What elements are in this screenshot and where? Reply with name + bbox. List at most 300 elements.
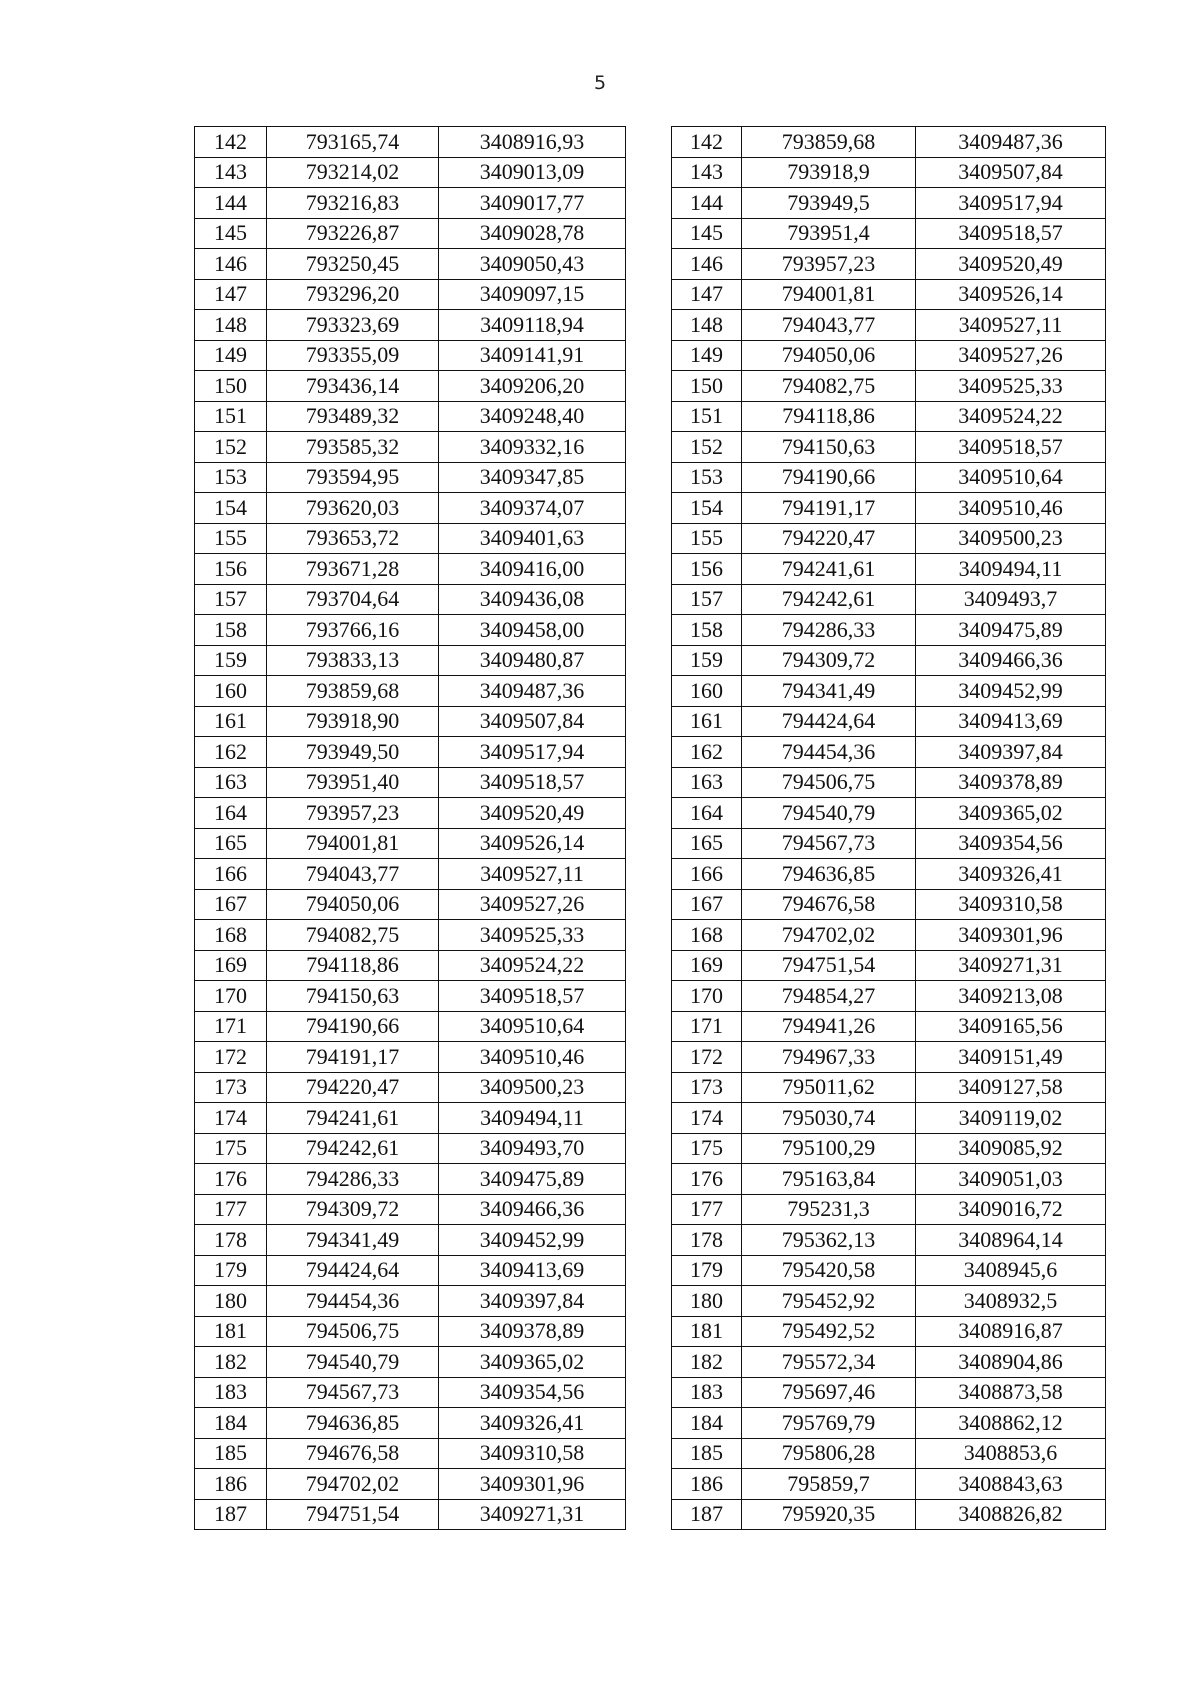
table-row [195, 554, 626, 585]
y-coordinate-cell: 3409213,08 [916, 981, 1106, 1012]
x-coordinate-cell: 793957,23 [742, 249, 916, 280]
point-number-cell: 161 [195, 706, 267, 737]
point-number-cell: 176 [195, 1164, 267, 1195]
table-row [195, 1225, 626, 1256]
y-coordinate-cell: 3409332,16 [439, 432, 626, 463]
point-number-cell: 157 [672, 584, 742, 615]
y-coordinate-cell: 3409510,64 [916, 462, 1106, 493]
table-row [672, 340, 1106, 371]
x-coordinate-cell: 794118,86 [742, 401, 916, 432]
y-coordinate-cell: 3409452,99 [439, 1225, 626, 1256]
x-coordinate-cell: 794001,81 [267, 828, 439, 859]
table-row [672, 584, 1106, 615]
table-row [195, 706, 626, 737]
point-number-cell: 183 [672, 1377, 742, 1408]
table-row [672, 767, 1106, 798]
y-coordinate-cell: 3409527,26 [916, 340, 1106, 371]
x-coordinate-cell: 794001,81 [742, 279, 916, 310]
table-row [672, 127, 1106, 158]
point-number-cell: 170 [195, 981, 267, 1012]
table-row [672, 249, 1106, 280]
table-row [672, 310, 1106, 341]
table-row [195, 1377, 626, 1408]
point-number-cell: 143 [195, 157, 267, 188]
table-row [672, 1255, 1106, 1286]
y-coordinate-cell: 3409301,96 [916, 920, 1106, 951]
point-number-cell: 168 [195, 920, 267, 951]
point-number-cell: 152 [672, 432, 742, 463]
point-number-cell: 181 [672, 1316, 742, 1347]
y-coordinate-cell: 3408932,5 [916, 1286, 1106, 1317]
y-coordinate-cell: 3409354,56 [916, 828, 1106, 859]
x-coordinate-cell: 794454,36 [742, 737, 916, 768]
x-coordinate-cell: 793296,20 [267, 279, 439, 310]
table-row [195, 401, 626, 432]
x-coordinate-cell: 794150,63 [742, 432, 916, 463]
point-number-cell: 177 [195, 1194, 267, 1225]
y-coordinate-cell: 3409051,03 [916, 1164, 1106, 1195]
x-coordinate-cell: 793214,02 [267, 157, 439, 188]
y-coordinate-cell: 3409378,89 [439, 1316, 626, 1347]
x-coordinate-cell: 795697,46 [742, 1377, 916, 1408]
y-coordinate-cell: 3409500,23 [439, 1072, 626, 1103]
y-coordinate-cell: 3409524,22 [916, 401, 1106, 432]
left-coordinate-table [194, 126, 626, 1530]
y-coordinate-cell: 3409507,84 [916, 157, 1106, 188]
point-number-cell: 169 [195, 950, 267, 981]
x-coordinate-cell: 793355,09 [267, 340, 439, 371]
y-coordinate-cell: 3409397,84 [439, 1286, 626, 1317]
table-row [672, 950, 1106, 981]
table-row [195, 493, 626, 524]
point-number-cell: 162 [672, 737, 742, 768]
y-coordinate-cell: 3409517,94 [916, 188, 1106, 219]
table-row [195, 1499, 626, 1530]
y-coordinate-cell: 3409378,89 [916, 767, 1106, 798]
y-coordinate-cell: 3409416,00 [439, 554, 626, 585]
table-row [195, 310, 626, 341]
y-coordinate-cell: 3409028,78 [439, 218, 626, 249]
table-row [195, 1103, 626, 1134]
table-row [195, 615, 626, 646]
table-row [672, 676, 1106, 707]
table-row [195, 737, 626, 768]
x-coordinate-cell: 794454,36 [267, 1286, 439, 1317]
point-number-cell: 182 [672, 1347, 742, 1378]
table-row [672, 737, 1106, 768]
y-coordinate-cell: 3409526,14 [916, 279, 1106, 310]
point-number-cell: 143 [672, 157, 742, 188]
x-coordinate-cell: 795452,92 [742, 1286, 916, 1317]
y-coordinate-cell: 3409436,08 [439, 584, 626, 615]
point-number-cell: 154 [195, 493, 267, 524]
point-number-cell: 142 [195, 127, 267, 158]
table-row [672, 1347, 1106, 1378]
y-coordinate-cell: 3408945,6 [916, 1255, 1106, 1286]
table-row [672, 218, 1106, 249]
y-coordinate-cell: 3409475,89 [439, 1164, 626, 1195]
point-number-cell: 180 [672, 1286, 742, 1317]
point-number-cell: 148 [195, 310, 267, 341]
table-row [195, 462, 626, 493]
point-number-cell: 148 [672, 310, 742, 341]
y-coordinate-cell: 3409401,63 [439, 523, 626, 554]
table-row [672, 1072, 1106, 1103]
y-coordinate-cell: 3409527,11 [439, 859, 626, 890]
table-row [195, 1469, 626, 1500]
table-row [195, 798, 626, 829]
point-number-cell: 170 [672, 981, 742, 1012]
x-coordinate-cell: 793620,03 [267, 493, 439, 524]
y-coordinate-cell: 3409301,96 [439, 1469, 626, 1500]
point-number-cell: 174 [195, 1103, 267, 1134]
x-coordinate-cell: 794676,58 [267, 1438, 439, 1469]
y-coordinate-cell: 3409525,33 [439, 920, 626, 951]
y-coordinate-cell: 3409310,58 [916, 889, 1106, 920]
y-coordinate-cell: 3409017,77 [439, 188, 626, 219]
point-number-cell: 166 [672, 859, 742, 890]
point-number-cell: 151 [672, 401, 742, 432]
y-coordinate-cell: 3408826,82 [916, 1499, 1106, 1530]
y-coordinate-cell: 3409475,89 [916, 615, 1106, 646]
y-coordinate-cell: 3409326,41 [439, 1408, 626, 1439]
point-number-cell: 160 [672, 676, 742, 707]
table-row [195, 218, 626, 249]
table-row [195, 1316, 626, 1347]
point-number-cell: 181 [195, 1316, 267, 1347]
x-coordinate-cell: 793859,68 [742, 127, 916, 158]
x-coordinate-cell: 794309,72 [267, 1194, 439, 1225]
x-coordinate-cell: 794341,49 [267, 1225, 439, 1256]
x-coordinate-cell: 794341,49 [742, 676, 916, 707]
y-coordinate-cell: 3409517,94 [439, 737, 626, 768]
table-row [195, 249, 626, 280]
point-number-cell: 145 [672, 218, 742, 249]
y-coordinate-cell: 3409013,09 [439, 157, 626, 188]
point-number-cell: 158 [195, 615, 267, 646]
x-coordinate-cell: 793489,32 [267, 401, 439, 432]
y-coordinate-cell: 3409374,07 [439, 493, 626, 524]
x-coordinate-cell: 793250,45 [267, 249, 439, 280]
y-coordinate-cell: 3408904,86 [916, 1347, 1106, 1378]
x-coordinate-cell: 795163,84 [742, 1164, 916, 1195]
y-coordinate-cell: 3409524,22 [439, 950, 626, 981]
y-coordinate-cell: 3409510,46 [439, 1042, 626, 1073]
point-number-cell: 164 [672, 798, 742, 829]
x-coordinate-cell: 794636,85 [742, 859, 916, 890]
table-row [195, 1408, 626, 1439]
point-number-cell: 171 [672, 1011, 742, 1042]
point-number-cell: 177 [672, 1194, 742, 1225]
point-number-cell: 173 [195, 1072, 267, 1103]
table-row [672, 1286, 1106, 1317]
point-number-cell: 175 [672, 1133, 742, 1164]
left-table-body [195, 127, 626, 1530]
x-coordinate-cell: 794506,75 [742, 767, 916, 798]
x-coordinate-cell: 794241,61 [267, 1103, 439, 1134]
point-number-cell: 168 [672, 920, 742, 951]
y-coordinate-cell: 3409119,02 [916, 1103, 1106, 1134]
table-row [672, 920, 1106, 951]
x-coordinate-cell: 794220,47 [267, 1072, 439, 1103]
point-number-cell: 145 [195, 218, 267, 249]
table-row [672, 1469, 1106, 1500]
table-row [195, 584, 626, 615]
y-coordinate-cell: 3409507,84 [439, 706, 626, 737]
table-row [195, 645, 626, 676]
point-number-cell: 153 [195, 462, 267, 493]
x-coordinate-cell: 793918,90 [267, 706, 439, 737]
point-number-cell: 184 [672, 1408, 742, 1439]
point-number-cell: 155 [195, 523, 267, 554]
table-row [672, 1316, 1106, 1347]
point-number-cell: 182 [195, 1347, 267, 1378]
point-number-cell: 186 [195, 1469, 267, 1500]
y-coordinate-cell: 3408873,58 [916, 1377, 1106, 1408]
point-number-cell: 155 [672, 523, 742, 554]
table-row [195, 859, 626, 890]
table-row [195, 523, 626, 554]
x-coordinate-cell: 793949,50 [267, 737, 439, 768]
x-coordinate-cell: 794540,79 [742, 798, 916, 829]
x-coordinate-cell: 793951,4 [742, 218, 916, 249]
y-coordinate-cell: 3409487,36 [439, 676, 626, 707]
y-coordinate-cell: 3409500,23 [916, 523, 1106, 554]
table-row [195, 371, 626, 402]
x-coordinate-cell: 793653,72 [267, 523, 439, 554]
point-number-cell: 185 [195, 1438, 267, 1469]
y-coordinate-cell: 3409206,20 [439, 371, 626, 402]
x-coordinate-cell: 794050,06 [742, 340, 916, 371]
x-coordinate-cell: 794082,75 [267, 920, 439, 951]
point-number-cell: 171 [195, 1011, 267, 1042]
point-number-cell: 150 [672, 371, 742, 402]
table-row [195, 767, 626, 798]
table-row [195, 828, 626, 859]
y-coordinate-cell: 3409527,26 [439, 889, 626, 920]
y-coordinate-cell: 3409085,92 [916, 1133, 1106, 1164]
x-coordinate-cell: 794286,33 [267, 1164, 439, 1195]
x-coordinate-cell: 794567,73 [267, 1377, 439, 1408]
point-number-cell: 147 [672, 279, 742, 310]
point-number-cell: 151 [195, 401, 267, 432]
x-coordinate-cell: 793216,83 [267, 188, 439, 219]
x-coordinate-cell: 794854,27 [742, 981, 916, 1012]
x-coordinate-cell: 794150,63 [267, 981, 439, 1012]
point-number-cell: 185 [672, 1438, 742, 1469]
point-number-cell: 149 [672, 340, 742, 371]
table-row [672, 371, 1106, 402]
y-coordinate-cell: 3409518,57 [916, 432, 1106, 463]
x-coordinate-cell: 794424,64 [742, 706, 916, 737]
table-row [195, 1133, 626, 1164]
point-number-cell: 144 [195, 188, 267, 219]
x-coordinate-cell: 794567,73 [742, 828, 916, 859]
table-row [672, 706, 1106, 737]
x-coordinate-cell: 794043,77 [267, 859, 439, 890]
table-row [672, 1499, 1106, 1530]
table-row [672, 1042, 1106, 1073]
x-coordinate-cell: 794118,86 [267, 950, 439, 981]
point-number-cell: 149 [195, 340, 267, 371]
y-coordinate-cell: 3409520,49 [439, 798, 626, 829]
table-row [672, 1438, 1106, 1469]
table-row [672, 828, 1106, 859]
table-row [672, 1194, 1106, 1225]
table-row [672, 1011, 1106, 1042]
table-row [195, 676, 626, 707]
point-number-cell: 176 [672, 1164, 742, 1195]
table-row [195, 950, 626, 981]
table-row [672, 462, 1106, 493]
y-coordinate-cell: 3409518,57 [439, 981, 626, 1012]
point-number-cell: 146 [672, 249, 742, 280]
x-coordinate-cell: 794424,64 [267, 1255, 439, 1286]
table-row [195, 920, 626, 951]
x-coordinate-cell: 794190,66 [267, 1011, 439, 1042]
table-row [672, 188, 1106, 219]
x-coordinate-cell: 794702,02 [742, 920, 916, 951]
table-row [672, 615, 1106, 646]
x-coordinate-cell: 793165,74 [267, 127, 439, 158]
table-row [672, 1103, 1106, 1134]
point-number-cell: 158 [672, 615, 742, 646]
x-coordinate-cell: 795920,35 [742, 1499, 916, 1530]
point-number-cell: 169 [672, 950, 742, 981]
right-table-body [672, 127, 1106, 1530]
y-coordinate-cell: 3409397,84 [916, 737, 1106, 768]
table-row [672, 523, 1106, 554]
x-coordinate-cell: 794043,77 [742, 310, 916, 341]
y-coordinate-cell: 3409525,33 [916, 371, 1106, 402]
point-number-cell: 172 [195, 1042, 267, 1073]
table-row [195, 1164, 626, 1195]
x-coordinate-cell: 795100,29 [742, 1133, 916, 1164]
y-coordinate-cell: 3409248,40 [439, 401, 626, 432]
x-coordinate-cell: 793951,40 [267, 767, 439, 798]
point-number-cell: 156 [195, 554, 267, 585]
x-coordinate-cell: 794676,58 [742, 889, 916, 920]
point-number-cell: 183 [195, 1377, 267, 1408]
y-coordinate-cell: 3409326,41 [916, 859, 1106, 890]
x-coordinate-cell: 794751,54 [267, 1499, 439, 1530]
point-number-cell: 154 [672, 493, 742, 524]
x-coordinate-cell: 795572,34 [742, 1347, 916, 1378]
table-row [672, 1225, 1106, 1256]
table-row [195, 889, 626, 920]
y-coordinate-cell: 3409510,46 [916, 493, 1106, 524]
y-coordinate-cell: 3409347,85 [439, 462, 626, 493]
x-coordinate-cell: 794702,02 [267, 1469, 439, 1500]
x-coordinate-cell: 793436,14 [267, 371, 439, 402]
x-coordinate-cell: 795231,3 [742, 1194, 916, 1225]
x-coordinate-cell: 794191,17 [742, 493, 916, 524]
x-coordinate-cell: 794967,33 [742, 1042, 916, 1073]
x-coordinate-cell: 793766,16 [267, 615, 439, 646]
x-coordinate-cell: 794050,06 [267, 889, 439, 920]
point-number-cell: 156 [672, 554, 742, 585]
table-row [195, 981, 626, 1012]
x-coordinate-cell: 794636,85 [267, 1408, 439, 1439]
y-coordinate-cell: 3409118,94 [439, 310, 626, 341]
x-coordinate-cell: 793226,87 [267, 218, 439, 249]
table-row [672, 432, 1106, 463]
table-row [672, 645, 1106, 676]
table-row [195, 1347, 626, 1378]
x-coordinate-cell: 795362,13 [742, 1225, 916, 1256]
point-number-cell: 179 [195, 1255, 267, 1286]
y-coordinate-cell: 3409458,00 [439, 615, 626, 646]
point-number-cell: 163 [195, 767, 267, 798]
y-coordinate-cell: 3409518,57 [439, 767, 626, 798]
point-number-cell: 160 [195, 676, 267, 707]
y-coordinate-cell: 3409494,11 [916, 554, 1106, 585]
y-coordinate-cell: 3409480,87 [439, 645, 626, 676]
x-coordinate-cell: 795859,7 [742, 1469, 916, 1500]
table-row [195, 127, 626, 158]
y-coordinate-cell: 3409510,64 [439, 1011, 626, 1042]
x-coordinate-cell: 793323,69 [267, 310, 439, 341]
x-coordinate-cell: 795492,52 [742, 1316, 916, 1347]
x-coordinate-cell: 794082,75 [742, 371, 916, 402]
table-row [195, 1011, 626, 1042]
point-number-cell: 152 [195, 432, 267, 463]
y-coordinate-cell: 3408916,87 [916, 1316, 1106, 1347]
table-row [195, 188, 626, 219]
point-number-cell: 163 [672, 767, 742, 798]
table-row [195, 1194, 626, 1225]
y-coordinate-cell: 3409127,58 [916, 1072, 1106, 1103]
y-coordinate-cell: 3409365,02 [916, 798, 1106, 829]
table-row [195, 1255, 626, 1286]
table-row [672, 279, 1106, 310]
y-coordinate-cell: 3409527,11 [916, 310, 1106, 341]
point-number-cell: 159 [672, 645, 742, 676]
table-row [672, 401, 1106, 432]
x-coordinate-cell: 794540,79 [267, 1347, 439, 1378]
table-row [195, 1042, 626, 1073]
y-coordinate-cell: 3409518,57 [916, 218, 1106, 249]
point-number-cell: 180 [195, 1286, 267, 1317]
y-coordinate-cell: 3409520,49 [916, 249, 1106, 280]
point-number-cell: 165 [195, 828, 267, 859]
point-number-cell: 153 [672, 462, 742, 493]
table-row [672, 157, 1106, 188]
point-number-cell: 173 [672, 1072, 742, 1103]
point-number-cell: 175 [195, 1133, 267, 1164]
table-row [672, 1133, 1106, 1164]
point-number-cell: 144 [672, 188, 742, 219]
y-coordinate-cell: 3409493,70 [439, 1133, 626, 1164]
table-row [672, 554, 1106, 585]
y-coordinate-cell: 3409493,7 [916, 584, 1106, 615]
x-coordinate-cell: 794309,72 [742, 645, 916, 676]
x-coordinate-cell: 793671,28 [267, 554, 439, 585]
point-number-cell: 164 [195, 798, 267, 829]
x-coordinate-cell: 793859,68 [267, 676, 439, 707]
table-row [195, 432, 626, 463]
x-coordinate-cell: 794242,61 [267, 1133, 439, 1164]
point-number-cell: 142 [672, 127, 742, 158]
table-row [672, 889, 1106, 920]
x-coordinate-cell: 795806,28 [742, 1438, 916, 1469]
y-coordinate-cell: 3408853,6 [916, 1438, 1106, 1469]
y-coordinate-cell: 3409271,31 [439, 1499, 626, 1530]
point-number-cell: 187 [195, 1499, 267, 1530]
point-number-cell: 146 [195, 249, 267, 280]
x-coordinate-cell: 795769,79 [742, 1408, 916, 1439]
point-number-cell: 184 [195, 1408, 267, 1439]
